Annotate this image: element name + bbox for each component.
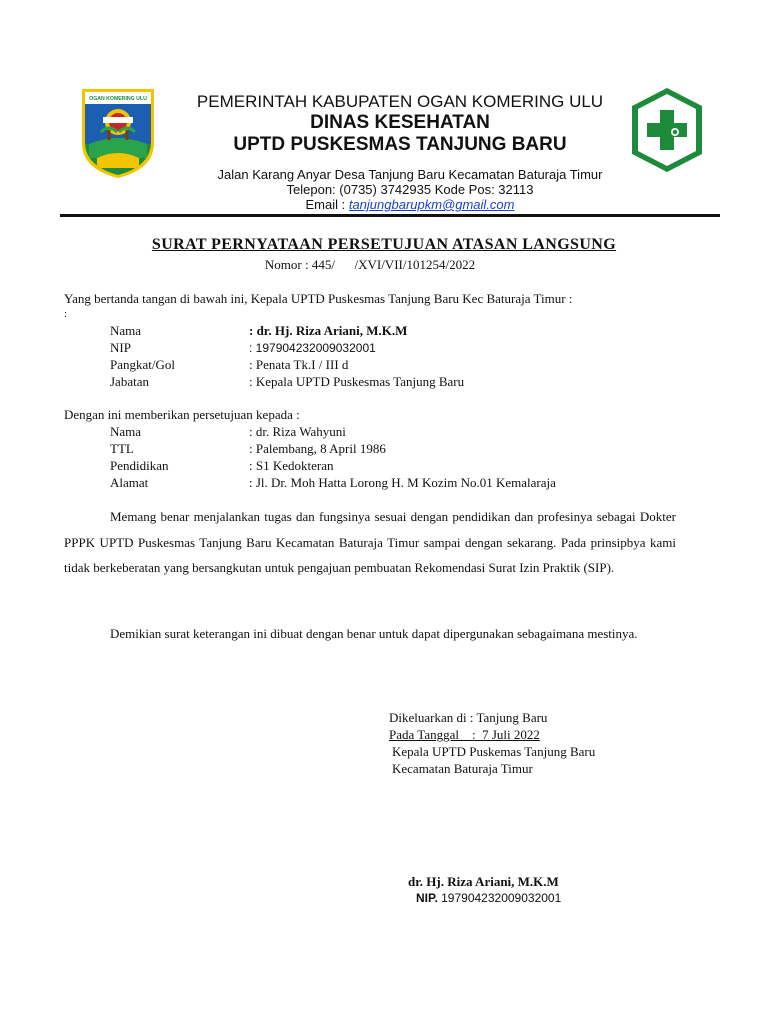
agency-phone: Telepon: (0735) 3742935 Kode Pos: 32113 (286, 182, 534, 197)
emblem-label: OGAN KOMERING ULU (89, 96, 147, 102)
field-label: Jabatan (110, 374, 149, 389)
field-label: Alamat (110, 475, 149, 490)
agency-name: DINAS KESEHATAN (310, 112, 490, 133)
nip-value: 197904232009032001 (437, 891, 562, 905)
subject-row-address (110, 474, 556, 491)
field-label: NIP (110, 340, 131, 355)
closing-paragraph: Demikian surat keterangan ini dibuat dengan benar untuk dapat dipergunakan sebagaimana mestinya. (110, 626, 638, 641)
letter-number: Nomor : 445/ /XVI/VII/101254/2022 (264, 257, 476, 272)
letter-title (0, 236, 768, 254)
letterhead-divider (60, 214, 720, 217)
field-value: : Penata Tk.I / III d (249, 357, 349, 372)
intro-colon: : (64, 308, 68, 320)
signer-row-rank (110, 356, 348, 373)
signer-row-name (110, 322, 407, 339)
field-value: : dr. Hj. Riza Ariani, M.K.M (249, 323, 408, 338)
field-value: : Kepala UPTD Puskesmas Tanjung Baru (249, 374, 465, 389)
letter-title-text: SURAT PERNYATAAN PERSETUJUAN ATASAN LANGSUNG (151, 236, 617, 253)
unit-name: UPTD PUSKESMAS TANJUNG BARU (233, 134, 567, 155)
nip-label: NIP. (416, 891, 438, 905)
field-value: : 197904232009032001 (249, 341, 376, 355)
field-label: Nama (110, 323, 142, 338)
signer-position-line1: Kepala UPTD Puskemas Tanjung Baru (392, 744, 596, 759)
signer-row-position (110, 373, 464, 390)
subject-row-education (110, 457, 333, 474)
consent-intro: Dengan ini memberikan persetujuan kepada : (64, 407, 300, 422)
field-value: : Palembang, 8 April 1986 (249, 441, 386, 456)
signer-position-line2: Kecamatan Baturaja Timur (392, 761, 533, 776)
signer-row-nip (110, 339, 376, 356)
field-label: Pangkat/Gol (110, 357, 175, 372)
field-value: : Jl. Dr. Moh Hatta Lorong H. M Kozim No.01 Kemalaraja (249, 475, 556, 490)
signer-nip (416, 891, 561, 905)
field-label: TTL (110, 441, 134, 456)
government-name: PEMERINTAH KABUPATEN OGAN KOMERING ULU (196, 92, 604, 111)
subject-row-name (110, 423, 346, 440)
signer-name: dr. Hj. Riza Ariani, M.K.M (408, 874, 559, 889)
statement-paragraph: Memang benar menjalankan tugas dan fungsinya sesuai dengan pendidikan dan profesinya sebagai Dokter PPPK UPTD Puskesmas Tanjung Baru Kecamatan Baturaja Timur sampai dengan sekarang. Pada prinsipbya kami tidak berkeberatan yang bersangkutan untuk pengajuan pembuatan Rekomendasi Surat Izin Praktik (SIP). (64, 509, 676, 575)
agency-address: Jalan Karang Anyar Desa Tanjung Baru Kecamatan Baturaja Timur (217, 167, 603, 182)
agency-email-line (140, 197, 680, 212)
subject-row-birth (110, 440, 386, 457)
issued-place: Dikeluarkan di : Tanjung Baru (389, 710, 548, 725)
field-value: : dr. Riza Wahyuni (249, 424, 346, 439)
issued-date: Pada Tanggal : 7 Juli 2022 (389, 727, 540, 742)
field-label: Nama (110, 424, 142, 439)
intro-statement: Yang bertanda tangan di bawah ini, Kepala UPTD Puskesmas Tanjung Baru Kec Baturaja Timur : (64, 291, 573, 306)
field-label: Pendidikan (110, 458, 169, 473)
email-link[interactable]: tanjungbarupkm@gmail.com (348, 197, 515, 212)
email-label: Email : (305, 197, 349, 212)
field-value: : S1 Kedokteran (249, 458, 334, 473)
